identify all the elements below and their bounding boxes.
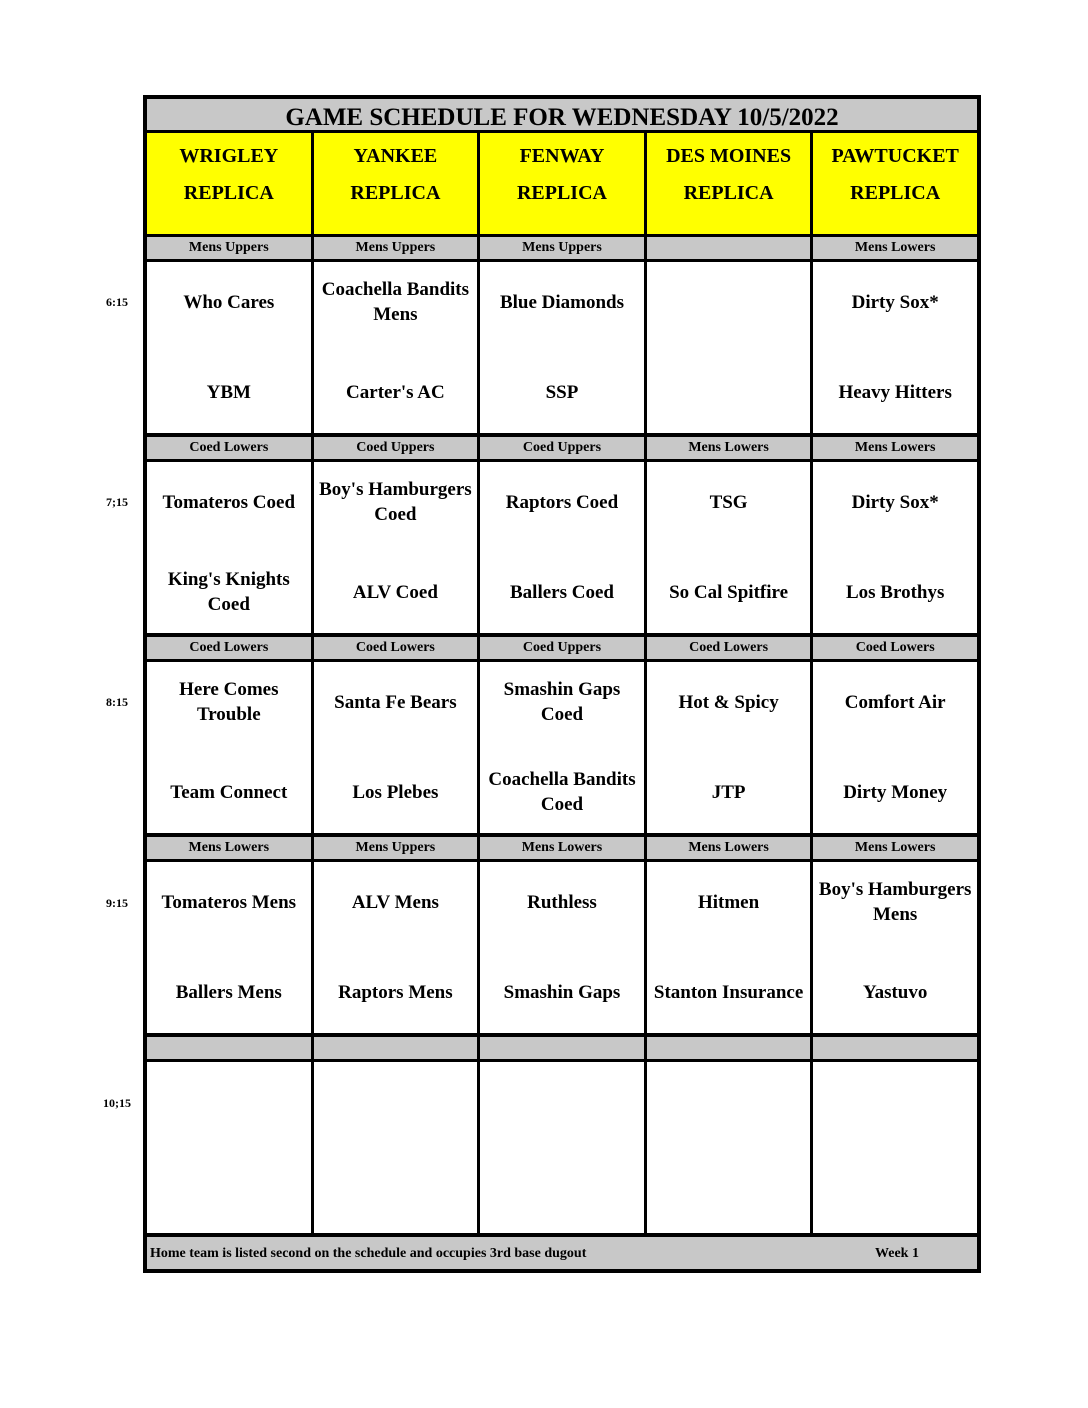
home-team: Yastuvo xyxy=(862,982,928,1003)
venue-name: WRIGLEY xyxy=(179,145,279,167)
venue-sub: REPLICA xyxy=(850,182,941,204)
home-team: JTP xyxy=(711,782,746,803)
home-team: King's Knights Coed xyxy=(167,569,290,615)
game-cell xyxy=(647,862,814,1033)
venue-header-row xyxy=(147,133,977,234)
division-label xyxy=(147,1037,314,1059)
game-cell xyxy=(314,662,481,833)
schedule-footer xyxy=(147,1237,977,1269)
home-team: Team Connect xyxy=(170,782,288,803)
game-cell xyxy=(813,1062,977,1233)
time-label: 6:15 xyxy=(106,295,128,309)
division-label: Mens Lowers xyxy=(480,837,647,859)
division-label: Coed Lowers xyxy=(813,637,977,659)
division-label xyxy=(647,1037,814,1059)
home-team: Coachella Bandits Coed xyxy=(488,769,636,815)
venue-name: DES MOINES xyxy=(666,145,792,167)
division-label: Mens Uppers xyxy=(314,837,481,859)
division-label xyxy=(314,1037,481,1059)
game-cell xyxy=(480,862,647,1033)
division-label: Mens Uppers xyxy=(147,237,314,259)
home-team: Dirty Money xyxy=(843,782,948,803)
game-row xyxy=(147,1062,977,1233)
division-label: Mens Uppers xyxy=(480,237,647,259)
game-row xyxy=(147,462,977,633)
schedule-title: GAME SCHEDULE FOR WEDNESDAY 10/5/2022 xyxy=(147,99,977,133)
game-row xyxy=(147,862,977,1033)
away-team: Boy's Hamburgers Coed xyxy=(319,479,472,525)
game-cell xyxy=(147,1062,314,1233)
division-label: Mens Lowers xyxy=(813,437,977,459)
game-cell xyxy=(647,262,814,433)
time-label: 7;15 xyxy=(106,495,128,509)
division-label xyxy=(813,1037,977,1059)
away-team: Dirty Sox* xyxy=(851,492,939,513)
division-label xyxy=(480,1037,647,1059)
game-cell xyxy=(647,462,814,633)
game-cell xyxy=(147,662,314,833)
division-row xyxy=(147,637,977,659)
game-cell xyxy=(480,1062,647,1233)
game-cell xyxy=(314,262,481,433)
game-cell xyxy=(314,862,481,1033)
division-label: Coed Lowers xyxy=(147,437,314,459)
game-cell xyxy=(813,662,977,833)
venue-name: FENWAY xyxy=(519,145,605,167)
away-team: Hot & Spicy xyxy=(678,692,779,713)
week-label: Week 1 xyxy=(875,1246,919,1261)
away-team: Comfort Air xyxy=(844,692,946,713)
division-label: Coed Uppers xyxy=(480,637,647,659)
home-team: Ballers Coed xyxy=(510,582,614,603)
away-team: Tomateros Coed xyxy=(162,492,296,513)
division-label: Mens Lowers xyxy=(813,837,977,859)
venue-sub: REPLICA xyxy=(683,182,774,204)
home-team: ALV Coed xyxy=(352,582,438,603)
venue-name: YANKEE xyxy=(353,145,438,167)
venue-sub: REPLICA xyxy=(516,182,607,204)
time-label: 9:15 xyxy=(106,896,128,910)
away-team: TSG xyxy=(709,492,748,513)
home-team: Stanton Insurance xyxy=(653,982,804,1003)
venue-yankee xyxy=(314,133,481,234)
time-label: 8:15 xyxy=(106,695,128,709)
away-team: Tomateros Mens xyxy=(161,892,297,913)
away-team: Hitmen xyxy=(697,892,760,913)
game-cell xyxy=(480,262,647,433)
away-team: Here Comes Trouble xyxy=(179,679,279,725)
away-team: Raptors Coed xyxy=(505,492,619,513)
division-row xyxy=(147,837,977,859)
away-team: Boy's Hamburgers Mens xyxy=(818,879,972,925)
division-label: Mens Lowers xyxy=(647,437,814,459)
game-cell xyxy=(813,462,977,633)
game-cell xyxy=(480,462,647,633)
division-row xyxy=(147,1037,977,1059)
home-team: Raptors Mens xyxy=(338,982,453,1003)
schedule-sheet xyxy=(143,95,981,1273)
venue-name: PAWTUCKET xyxy=(831,145,959,167)
home-team: Los Plebes xyxy=(352,782,439,803)
venue-fenway xyxy=(480,133,647,234)
away-team: ALV Mens xyxy=(351,892,439,913)
division-label: Coed Lowers xyxy=(314,637,481,659)
game-cell xyxy=(813,262,977,433)
away-team: Smashin Gaps Coed xyxy=(503,679,621,725)
division-row xyxy=(147,437,977,459)
game-cell xyxy=(314,462,481,633)
away-team: Santa Fe Bears xyxy=(334,692,457,713)
venue-pawtucket xyxy=(813,133,977,234)
home-team: SSP xyxy=(545,382,579,403)
division-label: Coed Lowers xyxy=(647,637,814,659)
home-team: So Cal Spitfire xyxy=(669,582,789,603)
home-team: Smashin Gaps xyxy=(503,982,621,1003)
away-team: Who Cares xyxy=(183,292,275,313)
division-label: Coed Uppers xyxy=(480,437,647,459)
venue-des-moines xyxy=(647,133,814,234)
away-team: Ruthless xyxy=(527,892,597,913)
venue-sub: REPLICA xyxy=(183,182,274,204)
away-team: Blue Diamonds xyxy=(499,292,625,313)
home-team: Carter's AC xyxy=(346,382,445,403)
game-cell xyxy=(813,862,977,1033)
division-label: Mens Lowers xyxy=(147,837,314,859)
game-cell xyxy=(480,662,647,833)
away-team: Coachella Bandits Mens xyxy=(321,279,470,325)
game-row xyxy=(147,262,977,433)
game-cell xyxy=(147,262,314,433)
game-cell xyxy=(147,862,314,1033)
game-cell xyxy=(647,1062,814,1233)
home-team: Heavy Hitters xyxy=(838,382,952,403)
division-label: Mens Uppers xyxy=(314,237,481,259)
division-label: Coed Uppers xyxy=(314,437,481,459)
game-cell xyxy=(147,462,314,633)
venue-wrigley xyxy=(147,133,314,234)
division-label: Mens Lowers xyxy=(813,237,977,259)
venue-sub: REPLICA xyxy=(350,182,441,204)
home-team: Ballers Mens xyxy=(175,982,282,1003)
time-label: 10;15 xyxy=(103,1096,131,1110)
game-row xyxy=(147,662,977,833)
division-row xyxy=(147,237,977,259)
game-cell xyxy=(314,1062,481,1233)
game-cell xyxy=(647,662,814,833)
home-team: Los Brothys xyxy=(845,582,945,603)
division-label xyxy=(647,237,814,259)
away-team: Dirty Sox* xyxy=(851,292,939,313)
division-label: Mens Lowers xyxy=(647,837,814,859)
home-team: YBM xyxy=(206,382,251,403)
home-team-note: Home team is listed second on the schedule and occupies 3rd base dugout xyxy=(150,1246,587,1261)
division-label: Coed Lowers xyxy=(147,637,314,659)
